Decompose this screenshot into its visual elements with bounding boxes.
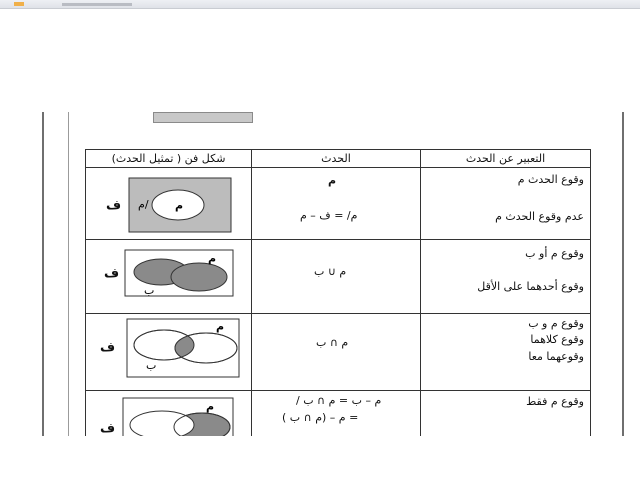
venn-diagram-complement [128, 177, 232, 233]
venn-cell [86, 168, 252, 240]
sample-space-label: ف [104, 266, 120, 281]
sample-space-label: ف [106, 198, 122, 213]
event-line: م [328, 174, 337, 187]
gray-header-block [153, 112, 253, 123]
event-line: م – ب = م ∩ ب / [296, 394, 382, 407]
tab-title-placeholder[interactable] [62, 3, 132, 6]
table-header-row [86, 150, 591, 168]
expression-cell [421, 314, 591, 391]
venn-label-a: م [208, 252, 217, 265]
venn-label-inside: م [175, 199, 184, 212]
event-line: = م – (م ∩ ب ) [282, 411, 359, 424]
venn-label-a: م [216, 320, 225, 333]
venn-label-b: ب [144, 284, 155, 297]
expression-line: وقوع كلاهما [530, 333, 584, 346]
expression-line: عدم وقوع الحدث م [495, 210, 584, 223]
header-venn: شكل فن ( تمثيل الحدث) [86, 150, 252, 168]
table-row [86, 240, 591, 314]
expression-line: وقوع م فقط [526, 395, 584, 408]
expression-line: وقوعهما معا [528, 350, 584, 363]
expression-line: وقوع الحدث م [517, 173, 584, 186]
event-cell [252, 240, 421, 314]
venn-label-a: م [206, 400, 215, 413]
sample-space-label: ف [100, 421, 116, 436]
event-cell [252, 314, 421, 391]
expression-cell [421, 240, 591, 314]
table-row [86, 168, 591, 240]
venn-diagram-intersection [126, 318, 240, 378]
event-cell [252, 168, 421, 240]
page-margin-line [68, 112, 69, 440]
venn-label-outside: م/ [138, 198, 149, 211]
venn-label-b: ب [146, 359, 157, 372]
browser-top-bar [0, 0, 640, 9]
sample-space-label: ف [100, 340, 116, 355]
table-row [86, 314, 591, 391]
expression-line: وقوع م و ب [528, 317, 584, 330]
events-table [85, 149, 591, 452]
expression-line: وقوع م أو ب [525, 247, 584, 260]
venn-cell [86, 314, 252, 391]
venn-cell [86, 240, 252, 314]
expression-cell [421, 168, 591, 240]
tab-icon[interactable] [14, 2, 24, 6]
header-event: الحدث [252, 150, 421, 168]
event-line: م/ = ف – م [300, 209, 358, 222]
expression-line: وقوع أحدهما على الأقل [477, 280, 584, 293]
venn-diagram-union [124, 249, 234, 297]
event-line: م ∪ ب [314, 265, 347, 278]
page-bottom-whitespace [0, 436, 640, 480]
header-expression: التعبير عن الحدث [421, 150, 591, 168]
event-line: م ∩ ب [316, 336, 349, 349]
